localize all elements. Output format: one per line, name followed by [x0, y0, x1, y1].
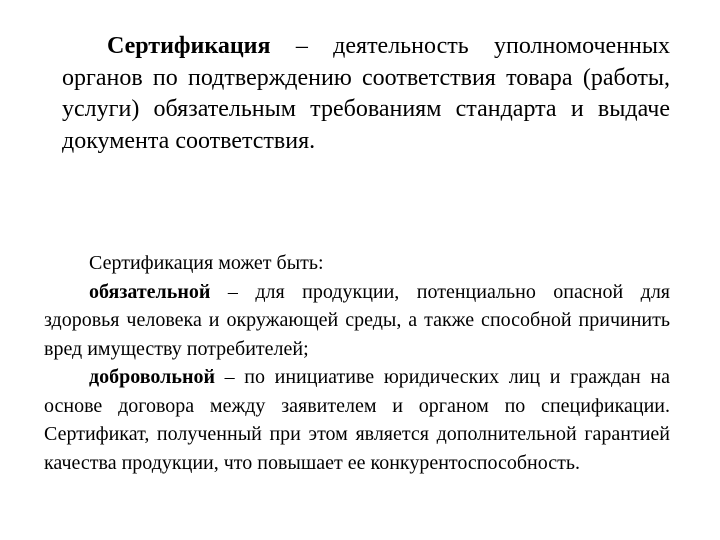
definition-text: – деятельность уполномоченных органов по подтверждению соответствия товара (работы, услуги) обязательным требованиям стандарта и выдаче документа соответствия. — [62, 33, 670, 154]
type-term-mandatory: обязательной — [89, 280, 211, 303]
type-paragraph-voluntary — [44, 363, 670, 477]
type-text-voluntary: – по инициативе юридических лиц и граждан на основе договора между заявителем и органом по спецификации. Сертификат, полученный при этом является дополнительной гарантией качества продукции, что повышает ее конкурентоспособность. — [44, 366, 670, 474]
type-paragraph-mandatory — [44, 278, 670, 364]
type-text-mandatory: – для продукции, потенциально опасной для здоровья человека и окружающей среды, а также способной причинить вред имуществу потребителей; — [44, 280, 670, 360]
types-intro: Сертификация может быть: — [89, 252, 324, 274]
definition-paragraph — [62, 31, 670, 157]
type-term-voluntary: добровольной — [89, 366, 215, 388]
definition-term: Сертификация — [107, 33, 271, 59]
certification-types-block — [44, 249, 670, 477]
